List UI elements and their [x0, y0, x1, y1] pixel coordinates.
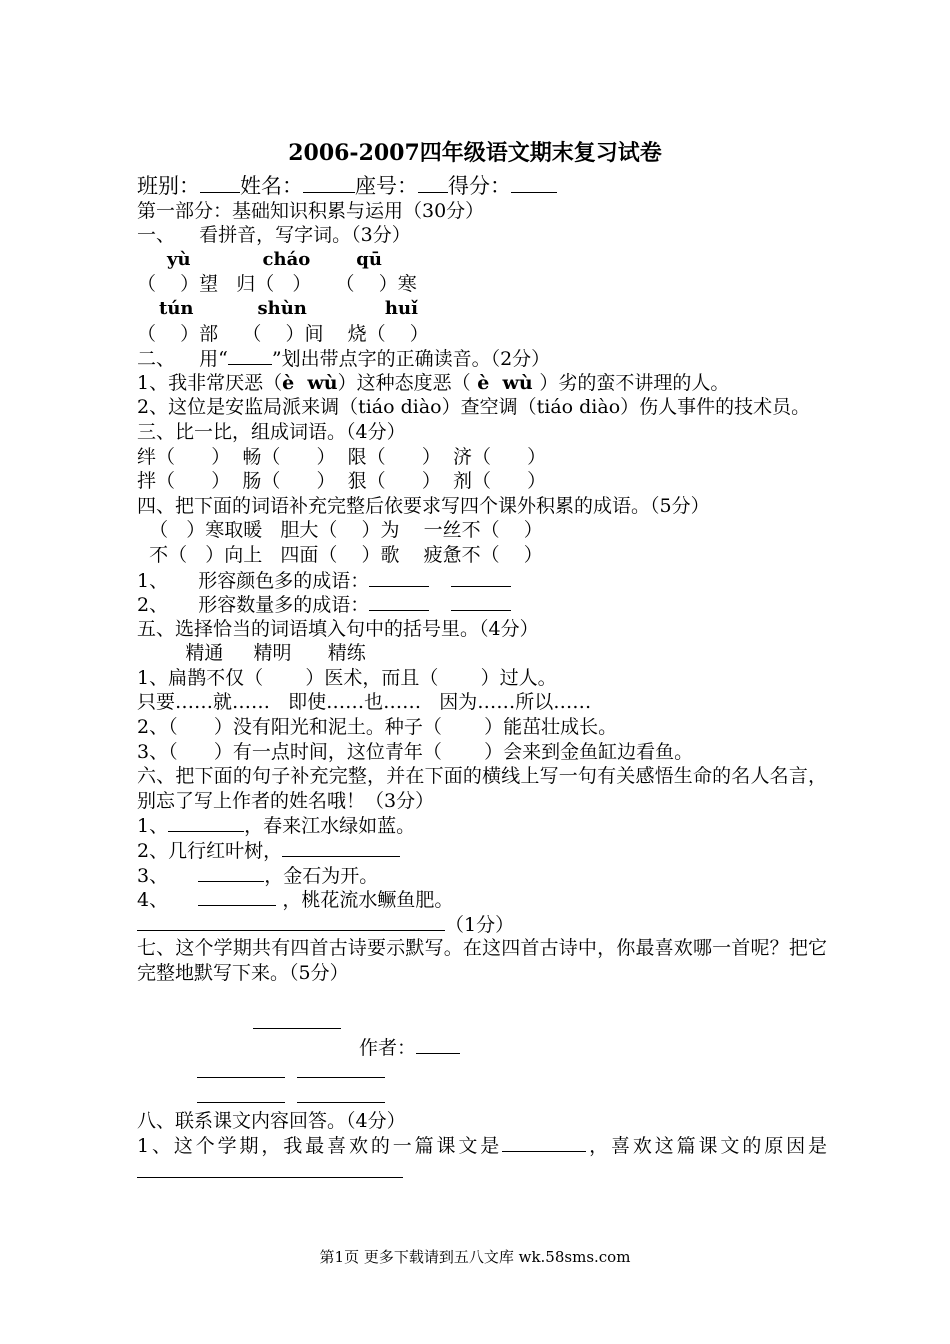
- q7-verse-blank-4[interactable]: [297, 1084, 385, 1103]
- name-blank[interactable]: [303, 174, 355, 193]
- q6-i3-post: ，金石为开。: [264, 864, 379, 887]
- q7-verse-blank-3[interactable]: [197, 1084, 285, 1103]
- q6-i1-post: ，春来江水绿如蓝。: [244, 815, 416, 838]
- pinyin-qu: qū: [356, 248, 382, 270]
- q4-row-1: （ ）寒取暖 胆大（ ）为 一丝不（ ）: [137, 519, 543, 542]
- q7-verse-line-1: [137, 1059, 827, 1084]
- class-label: 班别：: [137, 174, 200, 198]
- q6-item-3: [137, 863, 827, 888]
- q5-sentence-2: 2、（ ）没有阳光和泥土。种子（ ）能茁壮成长。: [137, 716, 618, 739]
- q4-item2-text: 2、 形容数量多的成语：: [137, 594, 370, 617]
- q4-item1-text: 1、 形容颜色多的成语：: [137, 569, 370, 592]
- exam-content: [137, 174, 827, 1184]
- q6-heading: 六、把下面的句子补充完整，并在下面的横线上写一句有关感悟生命的名人名言，别忘了写上作者的姓名哦！（3分）: [137, 765, 827, 812]
- q4-row-2: 不（ ）向上 四面（ ）歌 疲惫不（ ）: [137, 543, 543, 566]
- q2-pinyin-e-wu-1[interactable]: è wù: [282, 371, 338, 394]
- pinyin-shun: shùn: [257, 297, 307, 319]
- pinyin-chao: cháo: [262, 248, 311, 270]
- q3-row-2: 拌（ ） 肠（ ） 狠（ ） 剂（ ）: [137, 470, 547, 493]
- q2-line1-e: ）劣的蛮不讲理的人。: [539, 371, 730, 394]
- q7-poem-title-line: [137, 1010, 827, 1035]
- q7-verse-blank-2[interactable]: [297, 1059, 385, 1078]
- q2-line-2: 2、这位是安监局派来调（tiáo diào）查空调（tiáo diào）伤人事件的技术员。: [137, 396, 811, 419]
- q6-i4-pre: 4、: [137, 889, 199, 912]
- q1-heading: 一、 看拼音，写字词。（3分）: [137, 224, 411, 247]
- q6-i4-blank[interactable]: [198, 887, 276, 906]
- part-one-heading: 第一部分：基础知识积累与运用（30分）: [137, 199, 485, 222]
- q5-sentence-3: 3、（ ）有一点时间，这位青年（ ）会来到金鱼缸边看鱼。: [137, 740, 694, 763]
- q7-author-line: [137, 1035, 827, 1060]
- pinyin-yu: yù: [167, 248, 191, 270]
- q4-heading: 四、把下面的词语补充完整后依要求写四个课外积累的成语。（5分）: [137, 494, 710, 517]
- q2-heading: [137, 346, 827, 371]
- pinyin-tun: tún: [159, 297, 194, 319]
- q6-i2-blank[interactable]: [282, 838, 400, 857]
- q6-item-4: [137, 887, 827, 912]
- q8-heading: 八、联系课文内容回答。（4分）: [137, 1109, 406, 1132]
- q7-verse-line-2: [137, 1084, 827, 1109]
- q4-item2-blank-b[interactable]: [451, 592, 511, 611]
- pinyin-hui: huǐ: [384, 297, 418, 319]
- q7-verse-blank-1[interactable]: [197, 1059, 285, 1078]
- q4-item2-blank-a[interactable]: [369, 592, 429, 611]
- page-footer: 第1页 更多下载请到五八文库 wk.58sms.com: [319, 1248, 631, 1266]
- q7-poem-title-blank[interactable]: [253, 1010, 341, 1029]
- q6-item-1: [137, 813, 827, 838]
- student-info-row: [137, 174, 827, 199]
- class-blank[interactable]: [200, 174, 240, 193]
- q3-row-1: 绊（ ） 畅（ ） 限（ ） 济（ ）: [137, 445, 547, 468]
- q5-word-choices-2: 只要……就…… 即使……也…… 因为……所以……: [137, 691, 592, 714]
- q1-pinyin-row-2: [137, 297, 827, 322]
- q6-i4-post: ，桃花流水鳜鱼肥。: [276, 889, 454, 912]
- q5-word-choices-1: 精通 精明 精练: [137, 642, 366, 665]
- q2-heading-pre: 二、 用“: [137, 348, 228, 371]
- q6-quote-blank[interactable]: [137, 912, 445, 931]
- q4-item1-blank-a[interactable]: [369, 568, 429, 587]
- q6-quote-score: （1分）: [445, 913, 515, 936]
- score-label: 得分：: [448, 174, 511, 198]
- q6-i1-pre: 1、: [137, 815, 169, 838]
- underline-sample: [228, 346, 272, 365]
- q6-quote-line: [137, 912, 827, 937]
- q8-line-pre: 1、这个学期，我最喜欢的一篇课文是: [137, 1135, 503, 1158]
- q4-item-2: [137, 592, 827, 617]
- q5-heading: 五、选择恰当的词语填入句中的括号里。（4分）: [137, 617, 539, 640]
- q7-heading: 七、这个学期共有四首古诗要示默写。在这四首古诗中，你最喜欢哪一首呢？把它完整地默写下来。（5分）: [137, 937, 827, 984]
- q3-heading: 三、比一比，组成词语。（4分）: [137, 420, 406, 443]
- q8-line-mid: ，喜欢这篇课文的原因是: [586, 1135, 827, 1158]
- q2-line1-c: ）这种态度恶（: [337, 371, 471, 394]
- q2-pinyin-e-wu-2[interactable]: è wù: [470, 371, 540, 394]
- q2-line-1: [137, 371, 827, 396]
- score-blank[interactable]: [511, 174, 557, 193]
- q8-reason-blank[interactable]: [137, 1159, 403, 1178]
- q6-i1-blank[interactable]: [168, 813, 244, 832]
- name-label: 姓名：: [240, 174, 303, 198]
- q8-line-1: [137, 1133, 827, 1184]
- page-title: 2006-2007四年级语文期末复习试卷: [288, 140, 662, 166]
- q6-i3-pre: 3、: [137, 864, 199, 887]
- seat-label: 座号：: [355, 174, 418, 198]
- q6-i3-blank[interactable]: [198, 863, 264, 882]
- q7-author-label: 作者：: [359, 1036, 417, 1059]
- q2-heading-post: ”划出带点字的正确读音。（2分）: [271, 348, 551, 371]
- q8-lesson-blank[interactable]: [502, 1133, 586, 1152]
- q1-pinyin-row-1: [137, 248, 827, 273]
- q1-row-1: （ ）望 归（ ） （ ）寒: [137, 273, 417, 296]
- q4-item-1: [137, 568, 827, 593]
- q6-i2-pre: 2、几行红叶树，: [137, 840, 283, 863]
- q7-author-blank[interactable]: [416, 1035, 460, 1054]
- q4-item1-blank-b[interactable]: [451, 568, 511, 587]
- q5-sentence-1: 1、扁鹊不仅（ ）医术，而且（ ）过人。: [137, 666, 557, 689]
- seat-blank[interactable]: [418, 174, 448, 193]
- q6-item-2: [137, 838, 827, 863]
- q2-line1-a: 1、我非常厌恶（: [137, 371, 283, 394]
- q7-spacer: [137, 986, 827, 1011]
- q1-row-2: （ ）部 （ ）间 烧（ ）: [137, 322, 429, 345]
